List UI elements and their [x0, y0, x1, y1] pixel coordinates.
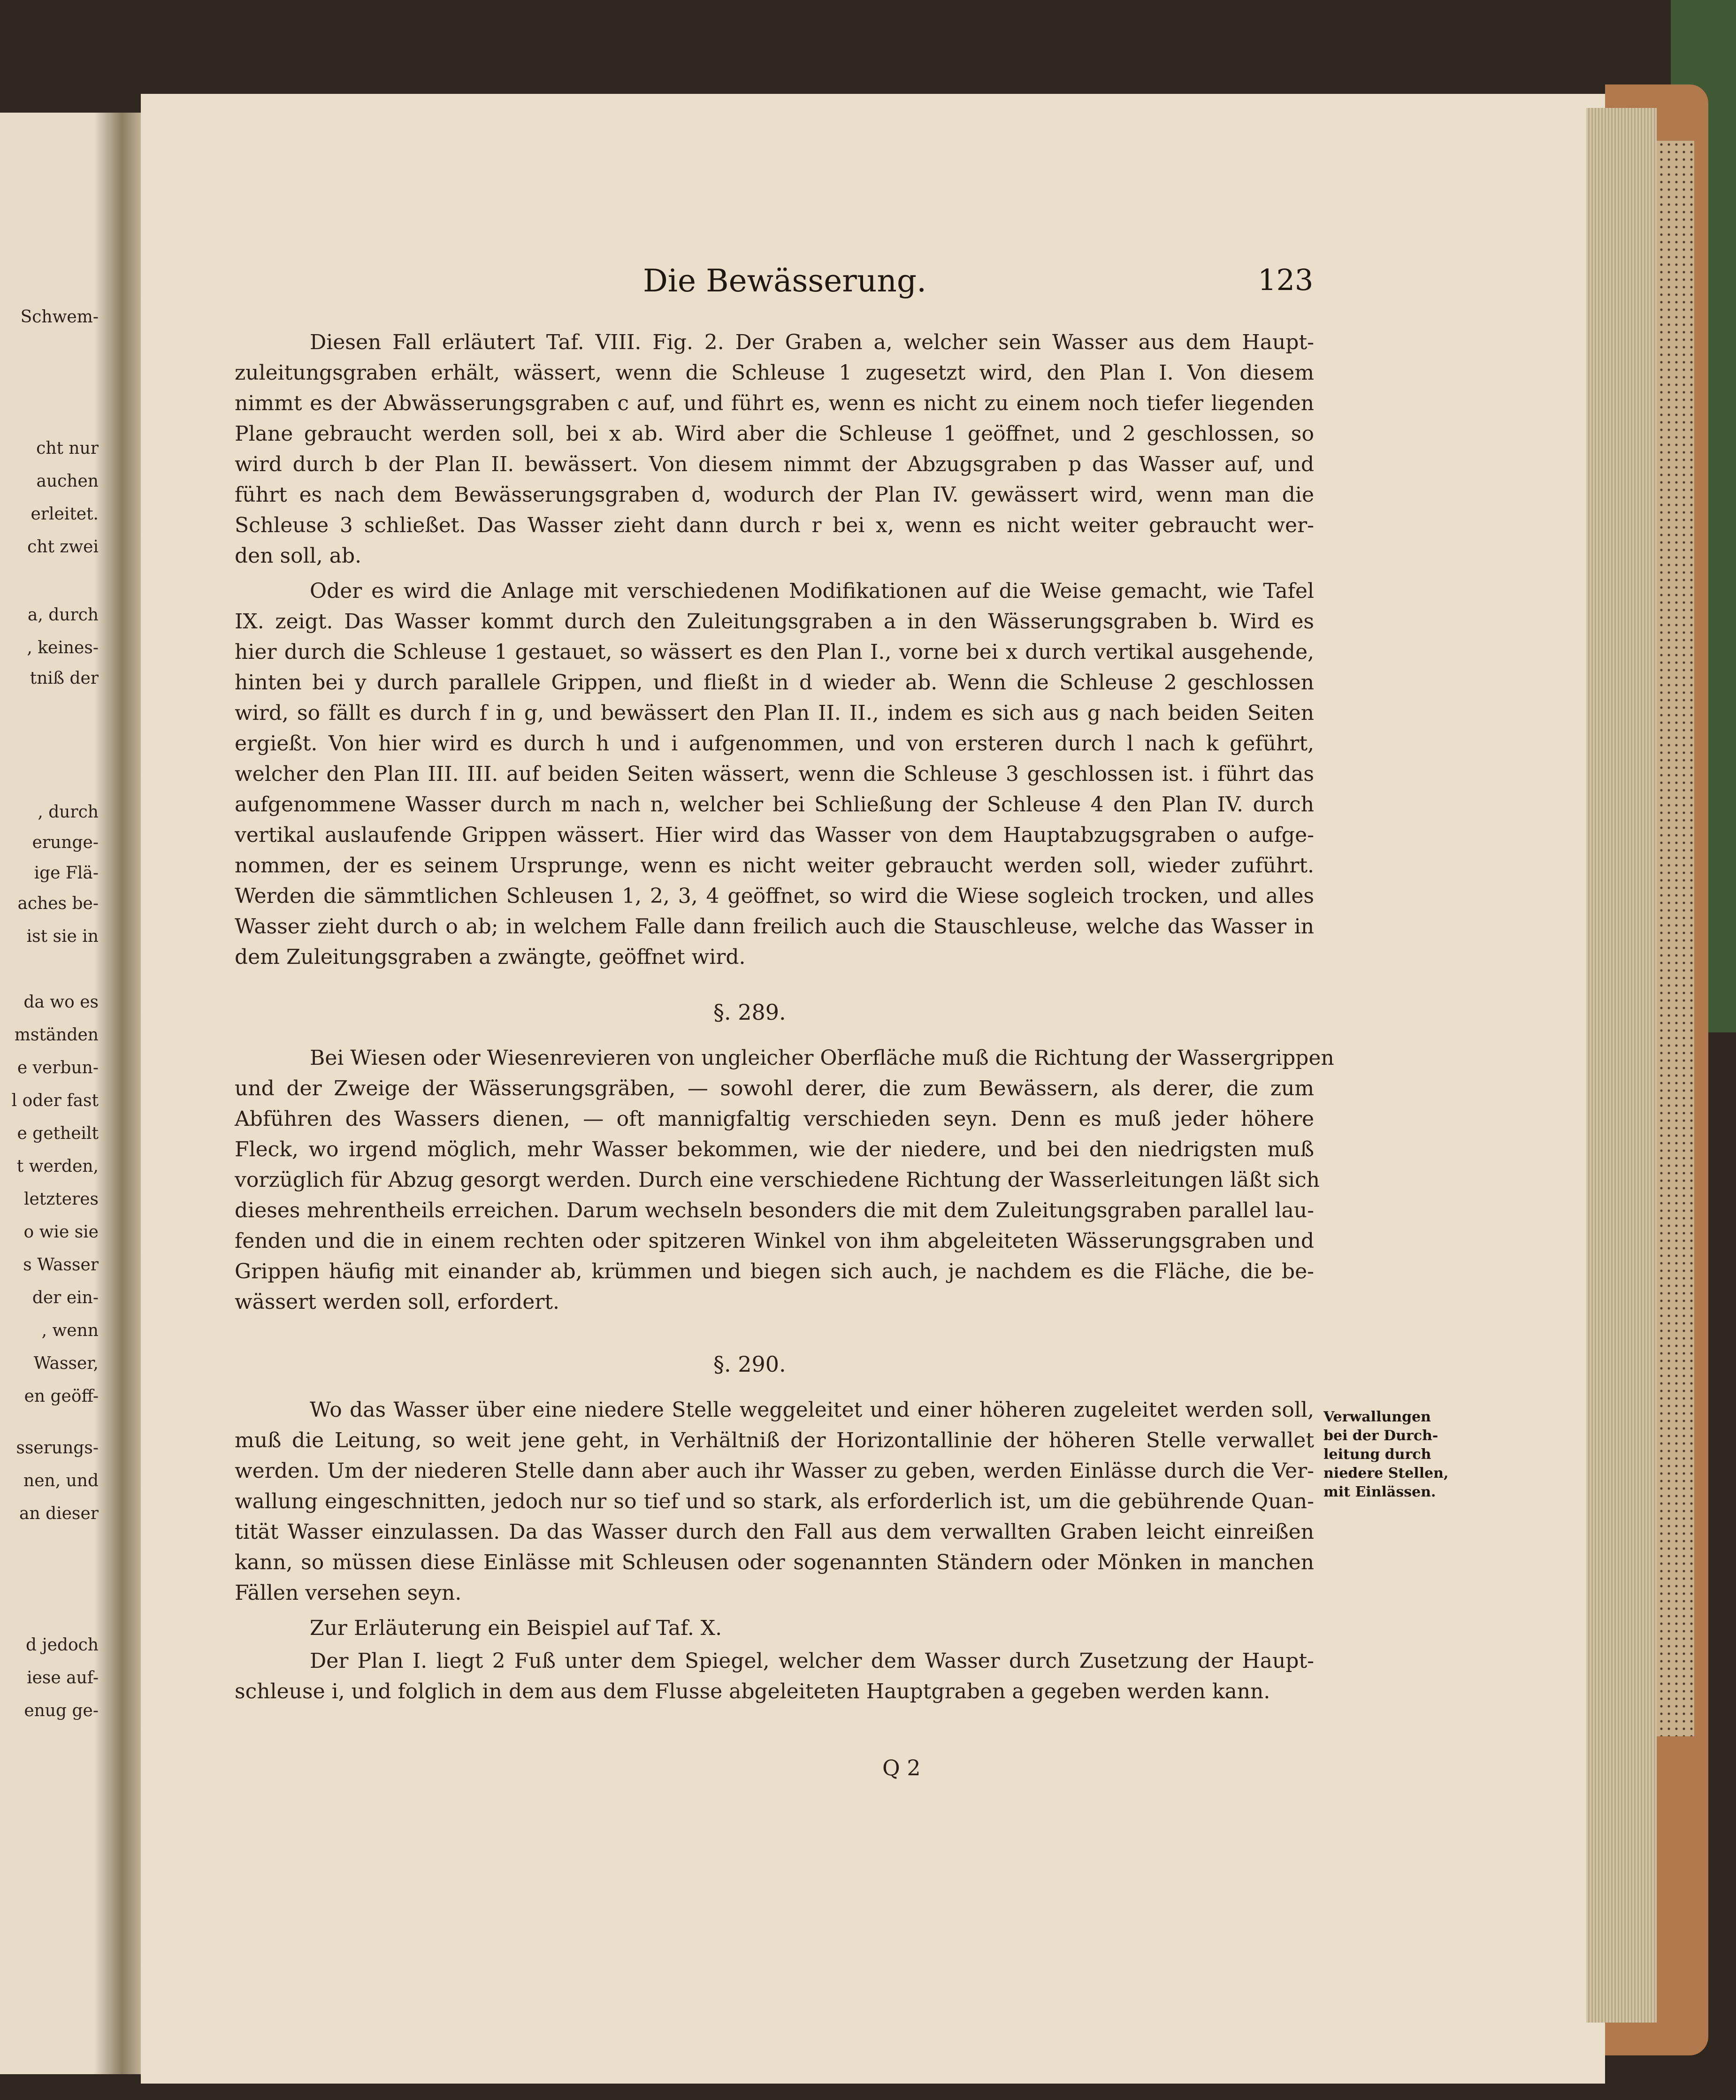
- left-fragment: ist sie in: [26, 927, 99, 946]
- text-line: dieses mehrentheils erreichen. Darum wechseln besonders die mit dem Zuleitungsgraben parallel lau-: [235, 1199, 1314, 1222]
- left-fragment: , keines-: [27, 638, 99, 657]
- left-fragment: , durch: [38, 802, 99, 822]
- margin-note-line: leitung durch: [1323, 1446, 1431, 1463]
- text-line: führt es nach dem Bewässerungsgraben d, wodurch der Plan IV. gewässert wird, wenn man die: [235, 483, 1314, 507]
- text-line: kann, so müssen diese Einlässe mit Schleusen oder sogenannten Ständern oder Mönken in manchen: [235, 1550, 1314, 1574]
- left-fragment: erunge-: [32, 833, 99, 852]
- text-line: Plane gebraucht werden soll, bei x ab. Wird aber die Schleuse 1 geöffnet, und 2 geschlossen, so: [235, 422, 1314, 446]
- text-line: Wasser zieht durch o ab; in welchem Falle dann freilich auch die Stauschleuse, welche das Wasser in: [235, 915, 1314, 939]
- text-line: dem Zuleitungsgraben a zwängte, geöffnet wird.: [235, 945, 746, 969]
- section-heading: §. 290.: [713, 1352, 786, 1377]
- left-fragment: e getheilt: [17, 1124, 99, 1143]
- text-line: Fällen versehen seyn.: [235, 1581, 462, 1605]
- margin-note-line: niedere Stellen,: [1323, 1465, 1449, 1481]
- text-line: nommen, der es seinem Ursprunge, wenn es nicht weiter gebraucht werden soll, wieder zuführt.: [235, 854, 1314, 878]
- text-line: muß die Leitung, so weit jene geht, in Verhältniß der Horizontallinie der höheren Stelle verwallet: [235, 1428, 1314, 1452]
- text-line: vorzüglich für Abzug gesorgt werden. Durch eine verschiedene Richtung der Wasserleitungen läßt sich: [235, 1168, 1320, 1192]
- left-fragment: cht zwei: [27, 537, 99, 557]
- text-line: hinten bei y durch parallele Grippen, und fließt in d wieder ab. Wenn die Schleuse 2 geschlossen: [235, 671, 1314, 695]
- text-line: schleuse i, und folglich in dem aus dem Flusse abgeleiteten Hauptgraben a gegeben werden kann.: [235, 1680, 1270, 1703]
- left-fragment: en geöff-: [24, 1387, 99, 1406]
- text-line: wird, so fällt es durch f in g, und bewässert den Plan II. II., indem es sich aus g nach beiden Seiten: [235, 701, 1314, 725]
- text-line: nimmt es der Abwässerungsgraben c auf, und führt es, wenn es nicht zu einem noch tiefer liegenden: [235, 391, 1314, 415]
- text-line: welcher den Plan III. III. auf beiden Seiten wässert, wenn die Schleuse 3 geschlossen ist. i führt das: [235, 762, 1314, 786]
- left-fragment: Wasser,: [33, 1354, 99, 1373]
- left-fragment: a, durch: [27, 605, 99, 625]
- text-line: und der Zweige der Wässerungsgräben, — sowohl derer, die zum Bewässern, als derer, die zum: [235, 1077, 1314, 1100]
- margin-note-line: bei der Durch-: [1323, 1428, 1438, 1444]
- section-heading: §. 289.: [713, 1000, 786, 1025]
- left-fragment: tniß der: [30, 669, 99, 688]
- text-line: Oder es wird die Anlage mit verschiedenen Modifikationen auf die Weise gemacht, wie Tafel: [310, 579, 1314, 603]
- left-fragment: cht nur: [36, 439, 99, 458]
- left-fragment: aches be-: [17, 894, 99, 913]
- left-fragment: letzteres: [23, 1190, 99, 1209]
- text-line: Grippen häufig mit einander ab, krümmen und biegen sich auch, je nachdem es die Fläche, die be-: [235, 1260, 1314, 1283]
- text-line: wallung eingeschnitten, jedoch nur so tief und so stark, als erforderlich ist, um die gebührende Quan-: [235, 1489, 1314, 1513]
- text-line: fenden und die in einem rechten oder spitzeren Winkel von ihm abgeleiteten Wässerungsgraben und: [235, 1229, 1314, 1253]
- text-line: tität Wasser einzulassen. Da das Wasser durch den Fall aus dem verwallten Graben leicht einreißen: [235, 1520, 1314, 1544]
- text-line: Zur Erläuterung ein Beispiel auf Taf. X.: [310, 1616, 722, 1640]
- left-fragment: auchen: [36, 472, 99, 491]
- text-line: hier durch die Schleuse 1 gestauet, so wässert es den Plan I., vorne bei x durch vertikal ausgehende,: [235, 640, 1314, 664]
- left-fragment: mständen: [14, 1025, 99, 1045]
- left-fragment: ige Flä-: [34, 863, 99, 883]
- text-line: Werden die sämmtlichen Schleusen 1, 2, 3, 4 geöffnet, so wird die Wiese sogleich trocken, und alles: [235, 884, 1314, 908]
- text-line: ergießt. Von hier wird es durch h und i aufgenommen, und von ersteren durch l nach k geführt,: [235, 732, 1314, 756]
- text-line: zuleitungsgraben erhält, wässert, wenn die Schleuse 1 zugesetzt wird, den Plan I. Von diesem: [235, 361, 1314, 385]
- margin-note-line: Verwallungen: [1323, 1409, 1431, 1425]
- text-line: Schleuse 3 schließet. Das Wasser zieht dann durch r bei x, wenn es nicht weiter gebraucht wer-: [235, 513, 1314, 537]
- left-fragment: da wo es: [23, 993, 99, 1012]
- margin-note-line: mit Einlässen.: [1323, 1484, 1436, 1500]
- left-fragment: der ein-: [32, 1288, 99, 1307]
- left-fragment: e verbun-: [17, 1058, 99, 1077]
- page-edges: [1586, 108, 1657, 2023]
- left-fragment: enug ge-: [24, 1701, 99, 1720]
- left-fragment: s Wasser: [23, 1255, 99, 1275]
- text-line: Abführen des Wassers dienen, — oft mannigfaltig verschieden seyn. Denn es muß jeder höhere: [235, 1107, 1314, 1131]
- signature-mark: Q 2: [882, 1755, 921, 1780]
- left-fragment: l oder fast: [11, 1091, 99, 1110]
- left-fragment: , wenn: [41, 1321, 99, 1340]
- text-line: den soll, ab.: [235, 544, 362, 568]
- text-line: Der Plan I. liegt 2 Fuß unter dem Spiegel, welcher dem Wasser durch Zusetzung der Haupt-: [310, 1649, 1314, 1673]
- left-fragment: erleitet.: [31, 504, 99, 524]
- text-line: Fleck, wo irgend möglich, mehr Wasser bekommen, wie der niedere, und bei den niedrigsten muß: [235, 1138, 1314, 1161]
- left-fragment: iese auf-: [27, 1668, 99, 1688]
- text-line: Bei Wiesen oder Wiesenrevieren von ungleicher Oberfläche muß die Richtung der Wassergrippen: [310, 1046, 1334, 1070]
- text-line: wird durch b der Plan II. bewässert. Von diesem nimmt der Abzugsgraben p das Wasser auf, und: [235, 452, 1314, 476]
- text-line: Wo das Wasser über eine niedere Stelle weggeleitet und einer höheren zugeleitet werden soll,: [310, 1398, 1314, 1422]
- text-line: aufgenommene Wasser durch m nach n, welcher bei Schließung der Schleuse 4 den Plan IV. durch: [235, 793, 1314, 817]
- text-line: wässert werden soll, erfordert.: [235, 1290, 560, 1314]
- page-number: 123: [1258, 263, 1314, 297]
- left-fragment: t werden,: [16, 1157, 99, 1176]
- text-line: IX. zeigt. Das Wasser kommt durch den Zuleitungsgraben a in den Wässerungsgraben b. Wird es: [235, 610, 1314, 634]
- running-head: Die Bewässerung.: [643, 263, 927, 299]
- left-fragment: sserungs-: [16, 1438, 99, 1458]
- text-line: Diesen Fall erläutert Taf. VIII. Fig. 2. Der Graben a, welcher sein Wasser aus dem Haupt-: [310, 330, 1314, 354]
- left-fragment: nen, und: [23, 1471, 99, 1490]
- left-fragment: o wie sie: [23, 1222, 99, 1242]
- text-line: vertikal auslaufende Grippen wässert. Hier wird das Wasser von dem Hauptabzugsgraben o aufge-: [235, 823, 1314, 847]
- left-fragment: d jedoch: [25, 1635, 99, 1655]
- left-fragment: Schwem-: [20, 307, 99, 327]
- text-line: werden. Um der niederen Stelle dann aber auch ihr Wasser zu geben, werden Einlässe durch die Ver-: [235, 1459, 1314, 1483]
- left-fragment: an dieser: [19, 1504, 99, 1523]
